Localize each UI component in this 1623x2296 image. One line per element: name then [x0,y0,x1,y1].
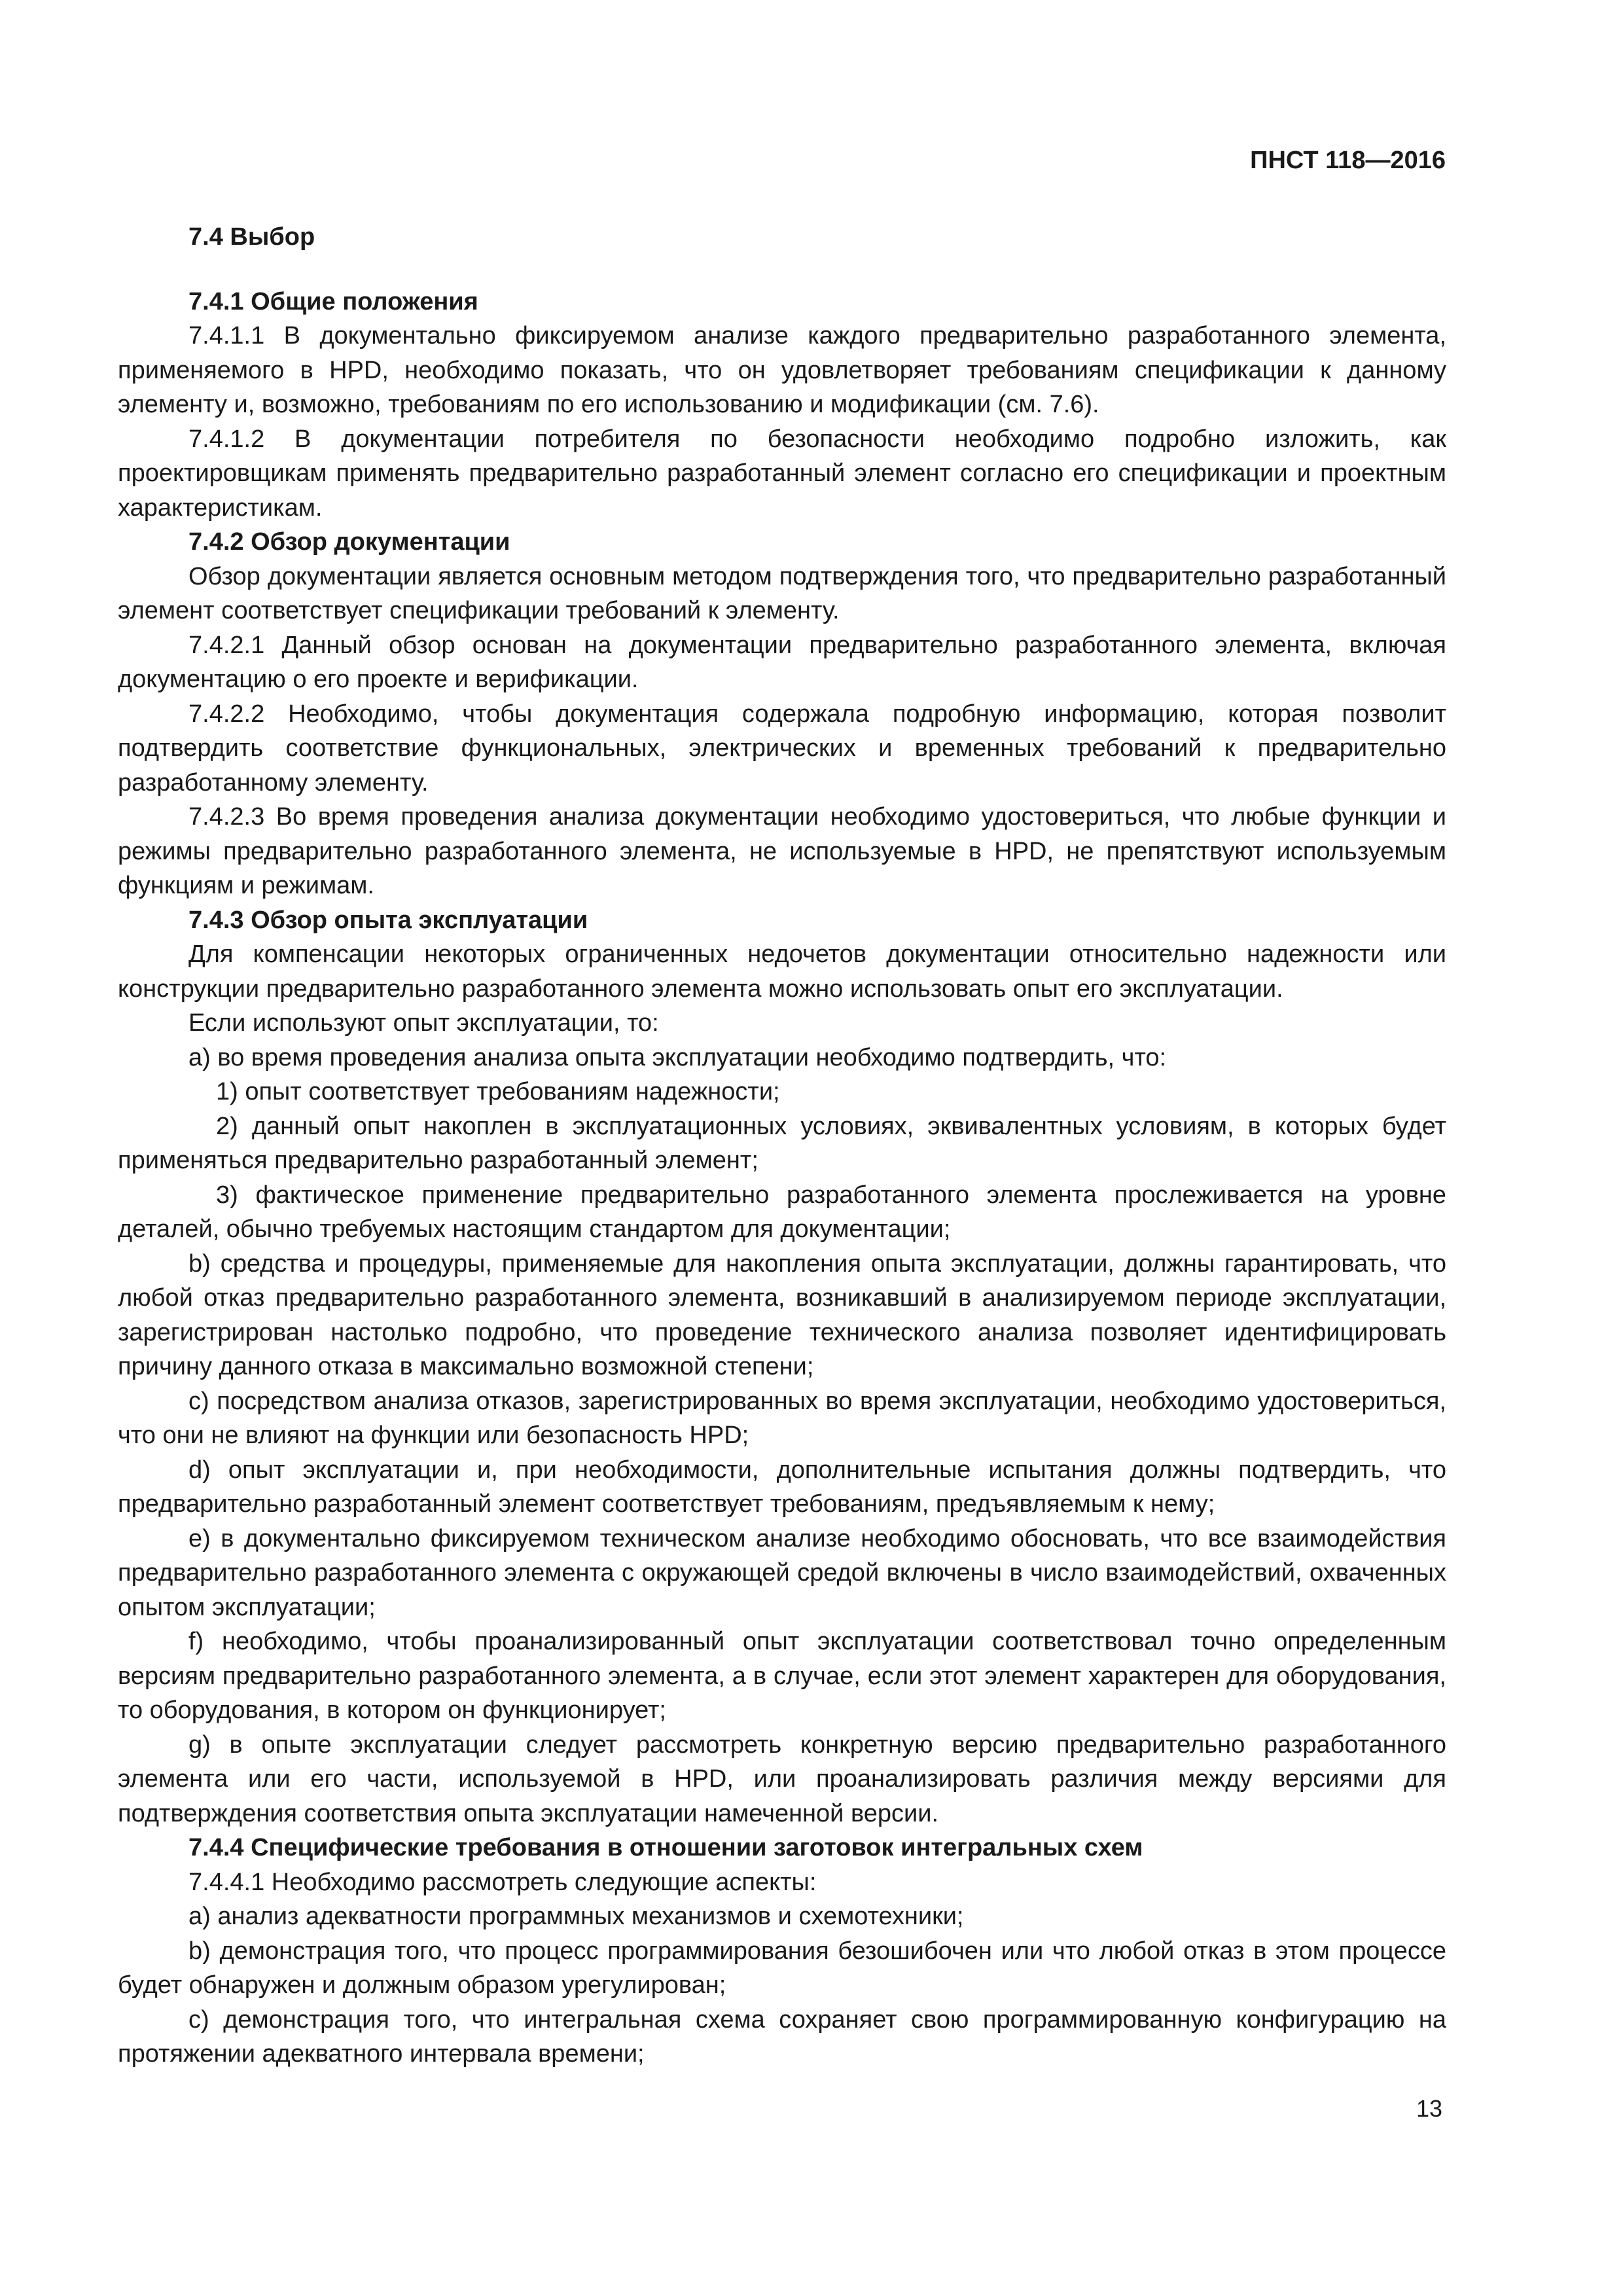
paragraph: 7.4.1.2 В документации потребителя по безопасности необходимо подробно изложить, как проектировщикам применять предварительно разработанный элемент согласно его спецификации и проектным характеристикам. [118,425,1446,522]
list-item: а) анализ адекватности программных механизмов и схемотехники; [188,1903,964,1930]
document-code: ПНСТ 118—2016 [1250,147,1446,174]
list-item: с) посредством анализа отказов, зарегистрированных во время эксплуатации, необходимо удостовериться, что они не влияют на функции или безопасность HPD; [118,1387,1446,1449]
subsection-title: 7.4.4 Специфические требования в отношении заготовок интегральных схем [188,1834,1143,1861]
paragraph: 7.4.2.3 Во время проведения анализа документации необходимо удостовериться, что любые функции и режимы предварительно разработанного элемента, не используемые в HPD, не препятствуют используемым функциям и режимам. [118,803,1446,899]
paragraph: Обзор документации является основным методом подтверждения того, что предварительно разработанный элемент соответствует спецификации требований к элементу. [118,562,1446,624]
list-item: с) демонстрация того, что интегральная схема сохраняет свою программированную конфигурацию на протяжении адекватного интервала времени; [118,2005,1446,2068]
list-item: b) демонстрация того, что процесс программирования безошибочен или что любой отказ в этом процессе будет обнаружен и должным образом урегулирован; [118,1937,1446,1999]
paragraph: 7.4.2.2 Необходимо, чтобы документация содержала подробную информацию, которая позволит подтвердить соответствие функциональных, электрических и временных требований к предварительно разработанному элементу. [118,700,1446,797]
paragraph: Если используют опыт эксплуатации, то: [188,1009,659,1037]
subsection-title: 7.4.1 Общие положения [188,287,478,315]
paragraph: 7.4.4.1 Необходимо рассмотреть следующие аспекты: [188,1868,817,1896]
subsection-title: 7.4.3 Обзор опыта эксплуатации [188,906,588,934]
list-item: g) в опыте эксплуатации следует рассмотреть конкретную версию предварительно разработанного элемента или его части, используемой в HPD, или проанализировать различия между версиями для подтверждения соответствия опыта эксплуатации намеченной версии. [118,1731,1446,1827]
section-title: 7.4 Выбор [188,223,315,251]
paragraph: 7.4.1.1 В документально фиксируемом анализе каждого предварительно разработанного элемента, применяемого в HPD, необходимо показать, что он удовлетворяет требованиям спецификации к данному элементу и, возможно, требованиям по его использованию и модификации (см. 7.6). [118,322,1446,418]
list-item: d) опыт эксплуатации и, при необходимости, дополнительные испытания должны подтвердить, что предварительно разработанный элемент соответствует требованиям, предъявляемым к нему; [118,1456,1446,1518]
list-item: b) средства и процедуры, применяемые для накопления опыта эксплуатации, должны гарантировать, что любой отказ предварительно разработанного элемента, возникавший в анализируемом периоде эксплуатации, зарегистрирован настолько подробно, что проведение технического анализа позволяет идентифицировать причину данного отказа в максимально возможной степени; [118,1249,1446,1380]
subsection-title: 7.4.2 Обзор документации [188,528,510,556]
paragraph: Для компенсации некоторых ограниченных недочетов документации относительно надежности или конструкции предварительно разработанного элемента можно использовать опыт его эксплуатации. [118,941,1446,1003]
list-item: е) в документально фиксируемом техническом анализе необходимо обосновать, что все взаимодействия предварительно разработанного элемента с окружающей средой включены в число взаимодействий, охваченных опытом эксплуатации; [118,1524,1446,1621]
list-item: f) необходимо, чтобы проанализированный опыт эксплуатации соответствовал точно определенным версиям предварительно разработанного элемента, а в случае, если этот элемент характерен для оборудования, то оборудования, в котором он функционирует; [118,1628,1446,1724]
sub-list-item: 3) фактическое применение предварительно разработанного элемента прослеживается на уровне деталей, обычно требуемых настоящим стандартом для документации; [118,1181,1446,1243]
document-body [118,220,1446,2072]
sub-list-item: 2) данный опыт накоплен в эксплуатационных условиях, эквивалентных условиям, в которых будет применяться предварительно разработанный элемент; [118,1112,1446,1174]
page-number: 13 [1416,2095,1442,2122]
sub-list-item: 1) опыт соответствует требованиям надежности; [216,1078,780,1105]
paragraph: 7.4.2.1 Данный обзор основан на документации предварительно разработанного элемента, включая документацию о его проекте и верификации. [118,631,1446,693]
list-item: а) во время проведения анализа опыта эксплуатации необходимо подтвердить, что: [188,1043,1167,1071]
